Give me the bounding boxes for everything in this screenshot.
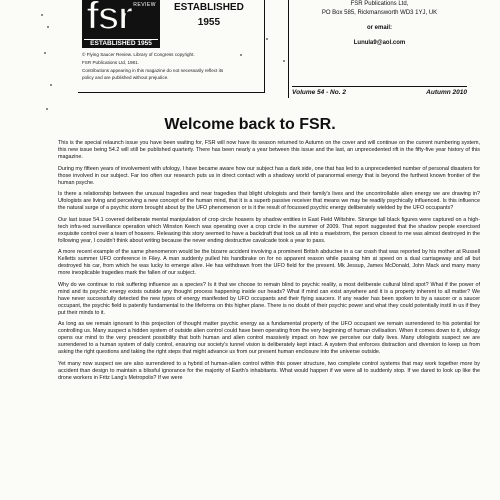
publisher-block xyxy=(292,0,467,48)
article-body xyxy=(58,140,480,386)
established-year: 1955 xyxy=(197,17,221,28)
article-title: Welcome back to FSR. xyxy=(164,116,336,133)
copyright-block xyxy=(82,52,232,83)
article-paragraph: Our last issue 54.1 covered deliberate mental manipulation of crop circle hoaxers by shadow entities in East Field Wiltshire. Strange tall black figures were captured on a high-tech infra-red surveillance operation which Winston Keech was operating over a crop circle in the summer of 2009. That report suggested that the shadow people exercised exquisite control over a team of hoaxers. Releasing this story seemed to have a backdraft that took us all into a maelstrom, the person closest to me was almost destroyed in the following year, I couldn't think about writing because the never ending destructive cavalcade took a year to pass. xyxy=(58,216,480,244)
copyright-line: FSR Publications Ltd, 1981. xyxy=(82,60,139,66)
article-paragraph: This is the special relaunch issue you have been waiting for, FSR will now have its season returned to Autumn on the cover and will continue on the current numbering system, this new issue being 54.2 will still be published quarterly. There has been nearly a year between this issue and the last, an unprecedented rift in the fifty-five year history of this magazine. xyxy=(58,140,480,160)
article-paragraph: During my fifteen years of involvement with ufology, I have became aware how our subject has a dark side, one that has led to a unprecedented number of personal disasters for those involved in our subject. Far too often our research puts us in direct contact with a shadowy world of paranormal energy that is beyond the furthest known frontier of the human psyche. xyxy=(58,165,480,186)
volume-number: Volume 54 - No. 2 xyxy=(292,89,346,96)
article-paragraph: Is there a relationship between the unusual tragedies and near tragedies that blight ufologists and their family's lives and the uncontrollable alien energy we are drawing in? Ufologists are living and perceiving a new concept of the human mind, that it is a superb passive receiver that means we may be readily psychically influenced. Is this influence the natural surge of a psychic storm brought about by the UFO phenomenon or is it the result of focussed psychic energy deliberately wielded by the UFO occupants? xyxy=(58,191,480,211)
disclaimer: Contributions appearing in this magazine do not necessarily reflect its policy and are published without prejudice. xyxy=(82,68,224,80)
email-label: or email: xyxy=(366,25,392,31)
issue-date: Autumn 2010 xyxy=(426,89,467,96)
publisher-name: FSR Publications Ltd, xyxy=(350,1,409,7)
fsr-logo xyxy=(82,0,160,48)
logo-established-label: ESTABLISHED 1955 xyxy=(84,39,158,47)
article-paragraph: As long as we remain ignorant to this projection of thought matter psychic energy as a fundamental property of the UFO occupant we remain surrendered to his potential for controlling us. Many suspect a hidden system of outside alien control could have been operating from the very beginning of human civilisation. When it comes down to it, ufology opens our mind to the very prescient possibility that both human and alien control massively impact on how we perceive our daily lives. Many ufologists suspect we are surrendered to a human system of daily control, ensuring our society's tunnel vision is deliberately kept intact. A system that enforces distraction and diversion to keep us from asking the right questions and taking the right steps that might advance us from our present human enclosure into the universe outside. xyxy=(58,321,480,355)
established-label: ESTABLISHED xyxy=(174,2,244,13)
logo-review-label: REVIEW xyxy=(133,2,156,8)
article-paragraph: Why do we continue to risk suffering influence as a species? Is it that we choose to remain blind to psychic reality, a most deliberate cultural blind spot? What if the power of mind and its psychic energy exists outside any thought process happening inside our heads? What if mind can exist anywhere and it is a property inherent to all matter? We have never successfully detected the new types of energy manifested by UFO occupants and their flying saucers. If any reader has been spoken to by a saucer or a saucer occupant, the psychic field is patently fundamental to the lifeforms on this higher plane. There is no doubt of their psychic power and what they could potentially instil in us if they put their minds to it. xyxy=(58,281,480,316)
copyright-line: © Flying Saucer Review. Library of Congress copyright. xyxy=(82,52,195,57)
email-address: Lunula9@aol.com xyxy=(353,40,406,46)
article-paragraph: A more recent example of the same phenomenon would be the bizarre accident involving a prominent British abductee in a car crash that was reported by his mother at Russell Kelletts summer UFO conference in Filey. A man suddenly pulled his handbrake on for no apparent reason while passing him at speed on a dual carriageway and all but destroyed his car, from which he was lucky to emerge alive. He has withdrawn from the UFO field for the present. Mk Jessup, James McDonald, John Mack and many many more inexplicable tragedies mark the fallen of our subject. xyxy=(58,249,480,276)
publisher-address: PO Box 585, Rickmansworth WD3 1YJ, UK xyxy=(321,10,438,16)
established-heading xyxy=(174,0,244,30)
issue-info xyxy=(292,86,467,96)
article-paragraph: Yet many now suspect we are also surrendered to a hybrid of human-alien control within this power structure, two complete control systems that may work together more by accident than design to maintain a blissful ignorance for the majority of Earth's inhabitants. What would happen if we were all to suddenly stop. If we dared to look up like the drone workers in Fritz Lang's Metropolis? If we were xyxy=(58,360,480,381)
logo-letters: fsr xyxy=(86,0,132,38)
